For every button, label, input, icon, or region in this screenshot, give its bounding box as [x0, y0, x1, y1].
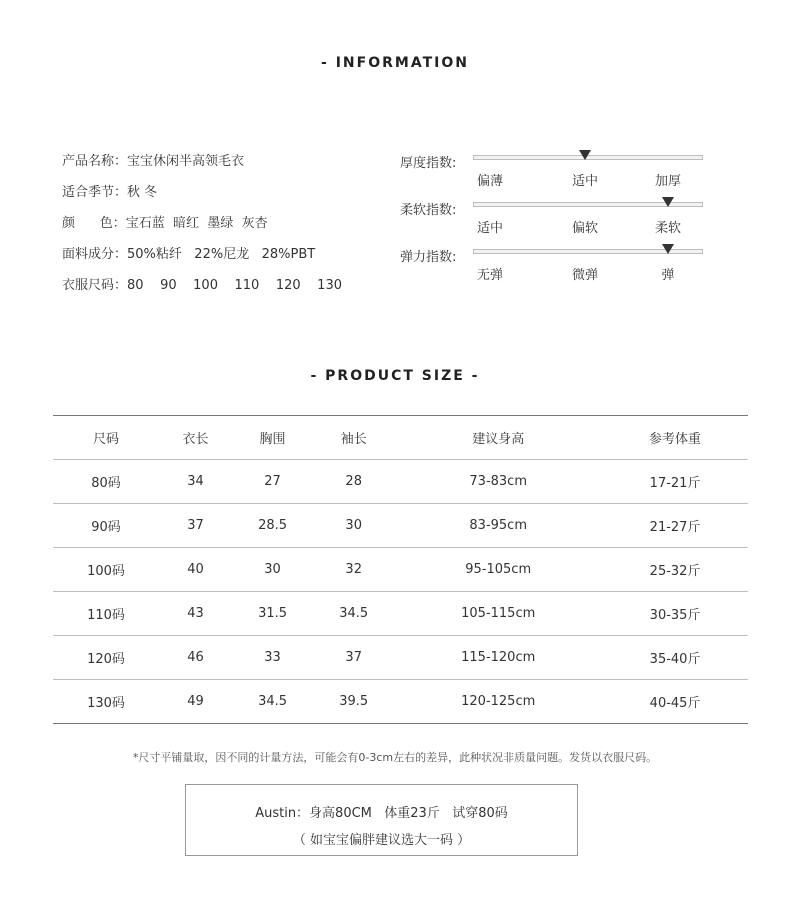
- info-label: 适合季节：: [62, 185, 128, 200]
- info-label: 面料成分：: [62, 247, 128, 262]
- table-cell: 120码: [53, 636, 159, 680]
- table-cell: 40: [159, 548, 232, 592]
- table-cell: 28: [313, 460, 394, 504]
- meter-option: 适中: [477, 221, 504, 236]
- table-cell: 30: [232, 548, 313, 592]
- table-cell: 46: [159, 636, 232, 680]
- meter-option: 适中: [572, 174, 599, 189]
- table-header-row: [53, 416, 748, 460]
- column-header: 建议身高: [394, 416, 602, 460]
- table-cell: 30-35斤: [602, 592, 748, 636]
- info-label: 产品名称：: [62, 154, 128, 169]
- model-advice: （ 如宝宝偏胖建议选大一码 ）: [292, 833, 471, 848]
- table-cell: 100码: [53, 548, 159, 592]
- table-cell: 115-120cm: [394, 636, 602, 680]
- info-value: 50%粘纤 22%尼龙 28%PBT: [127, 247, 316, 262]
- table-cell: 25-32斤: [602, 548, 748, 592]
- table-row: [53, 636, 748, 680]
- meter-marker-icon: [662, 244, 674, 254]
- info-value: 秋 冬: [127, 185, 158, 200]
- meter-label: 柔软指数:: [400, 203, 457, 218]
- model-info-box: [185, 784, 578, 856]
- table-cell: 37: [313, 636, 394, 680]
- table-row: [53, 504, 748, 548]
- meter-option: 偏软: [572, 221, 599, 236]
- table-cell: 33: [232, 636, 313, 680]
- info-value: 80 90 100 110 120 130: [127, 278, 342, 293]
- table-cell: 40-45斤: [602, 680, 748, 724]
- meter-option: 柔软: [655, 221, 682, 236]
- size-table: [53, 415, 748, 724]
- table-cell: 34.5: [313, 592, 394, 636]
- table-row: [53, 548, 748, 592]
- meter-option: 偏薄: [477, 174, 504, 189]
- meter-option: 微弹: [572, 268, 599, 283]
- table-cell: 39.5: [313, 680, 394, 724]
- info-label: 衣服尺码：: [62, 278, 128, 293]
- info-value: 宝宝休闲半高领毛衣: [127, 154, 245, 169]
- info-row-season: [62, 183, 382, 214]
- table-cell: 17-21斤: [602, 460, 748, 504]
- info-row-name: [62, 152, 382, 183]
- meter-option: 加厚: [655, 174, 682, 189]
- info-row-fabric: [62, 245, 382, 276]
- info-row-sizes: [62, 276, 382, 307]
- table-cell: 31.5: [232, 592, 313, 636]
- table-cell: 120-125cm: [394, 680, 602, 724]
- softness-meter: [400, 197, 720, 244]
- index-meters: [400, 150, 720, 291]
- column-header: 衣长: [159, 416, 232, 460]
- table-cell: 35-40斤: [602, 636, 748, 680]
- table-cell: 80码: [53, 460, 159, 504]
- table-row: [53, 680, 748, 724]
- info-row-color: [62, 214, 382, 245]
- table-cell: 34: [159, 460, 232, 504]
- meter-option: 弹: [661, 268, 675, 283]
- table-cell: 27: [232, 460, 313, 504]
- table-cell: 34.5: [232, 680, 313, 724]
- meter-label: 弹力指数:: [400, 250, 457, 265]
- table-cell: 21-27斤: [602, 504, 748, 548]
- product-info-list: [62, 152, 382, 307]
- table-cell: 32: [313, 548, 394, 592]
- info-value: 宝石蓝 暗红 墨绿 灰杏: [125, 216, 268, 231]
- table-cell: 37: [159, 504, 232, 548]
- table-cell: 49: [159, 680, 232, 724]
- thickness-meter: [400, 150, 720, 197]
- table-cell: 110码: [53, 592, 159, 636]
- table-cell: 73-83cm: [394, 460, 602, 504]
- info-label: 颜 色：: [62, 216, 126, 231]
- column-header: 尺码: [53, 416, 159, 460]
- table-cell: 43: [159, 592, 232, 636]
- table-cell: 130码: [53, 680, 159, 724]
- table-row: [53, 592, 748, 636]
- column-header: 参考体重: [602, 416, 748, 460]
- meter-marker-icon: [579, 150, 591, 160]
- information-heading: - INFORMATION: [321, 55, 469, 71]
- table-row: [53, 460, 748, 504]
- meter-marker-icon: [662, 197, 674, 207]
- product-size-heading: - PRODUCT SIZE -: [310, 368, 480, 384]
- table-cell: 28.5: [232, 504, 313, 548]
- column-header: 袖长: [313, 416, 394, 460]
- table-cell: 95-105cm: [394, 548, 602, 592]
- measurement-note: *尺寸平铺量取，因不同的计量方法，可能会有0-3cm左右的差异，此种状况非质量问题。发货以衣服尺码。: [132, 751, 658, 764]
- table-cell: 105-115cm: [394, 592, 602, 636]
- meter-label: 厚度指数:: [400, 156, 457, 171]
- table-cell: 90码: [53, 504, 159, 548]
- meter-option: 无弹: [477, 268, 504, 283]
- elasticity-meter: [400, 244, 720, 291]
- table-cell: 30: [313, 504, 394, 548]
- model-stats: Austin：身高80CM 体重23斤 试穿80码: [255, 806, 508, 821]
- column-header: 胸围: [232, 416, 313, 460]
- table-cell: 83-95cm: [394, 504, 602, 548]
